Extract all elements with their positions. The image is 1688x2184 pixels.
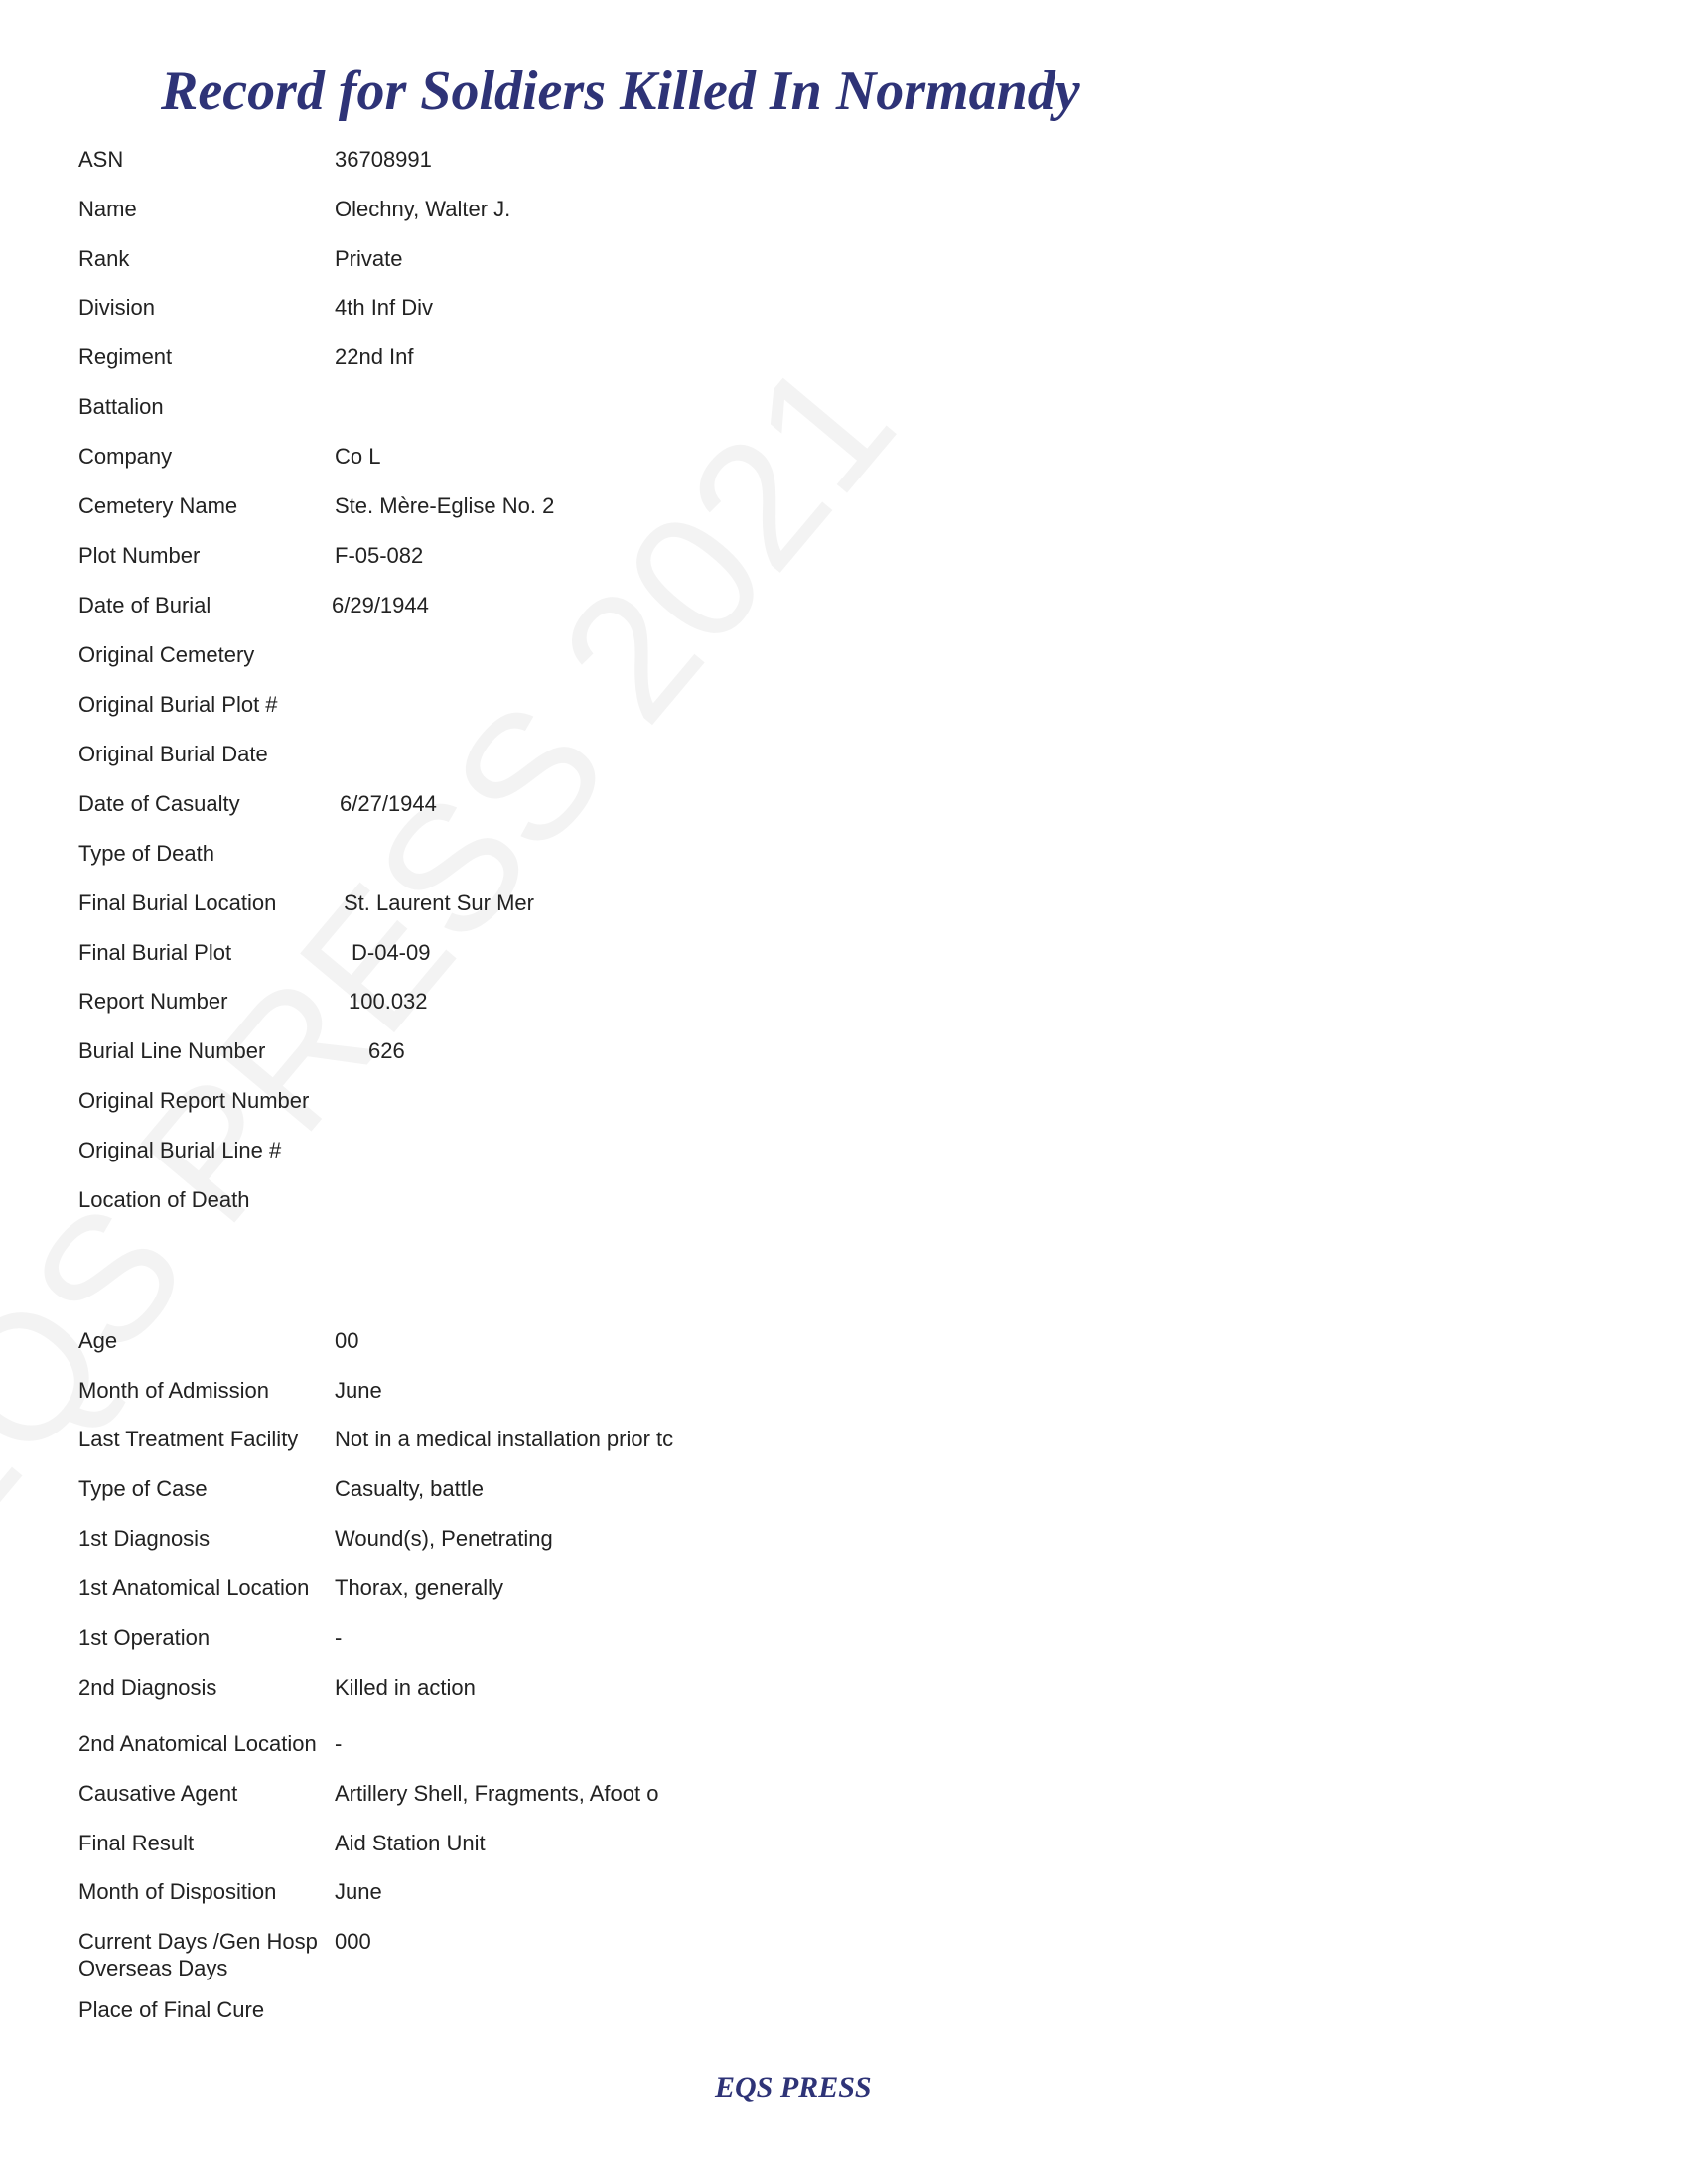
field-label: Rank [78, 246, 130, 271]
field-label: Name [78, 197, 137, 221]
field-value: Casualty, battle [335, 1476, 485, 1501]
field-value: June [335, 1879, 382, 1904]
field-value: 6/29/1944 [332, 593, 429, 617]
field-value: F-05-082 [335, 543, 424, 568]
field-value: June [335, 1378, 382, 1403]
field-label: Company [78, 444, 173, 469]
field-label: Battalion [78, 394, 164, 419]
field-value: Not in a medical installation prior tc [335, 1427, 674, 1451]
field-label: Last Treatment Facility [78, 1427, 299, 1451]
field-value: 100.032 [349, 989, 428, 1014]
field-value: Private [335, 246, 403, 271]
field-label: Month of Disposition [78, 1879, 277, 1904]
field-label: Final Burial Plot [78, 940, 232, 965]
field-label: Burial Line Number [78, 1038, 266, 1063]
field-value: Thorax, generally [335, 1575, 503, 1600]
field-value: Olechny, Walter J. [335, 197, 511, 221]
field-value: 00 [335, 1328, 359, 1353]
field-value: D-04-09 [352, 940, 431, 965]
field-label: Original Burial Date [78, 742, 268, 766]
field-label: Original Burial Plot # [78, 692, 278, 717]
field-label: Date of Casualty [78, 791, 240, 816]
field-label: Report Number [78, 989, 228, 1014]
field-label: Division [78, 295, 156, 320]
field-value: 000 [335, 1929, 371, 1954]
field-label: Current Days /Gen Hosp [78, 1929, 318, 1954]
field-label: Cemetery Name [78, 493, 238, 518]
field-value: Aid Station Unit [335, 1831, 486, 1855]
field-label: Age [78, 1328, 118, 1353]
field-value: 36708991 [335, 147, 432, 172]
field-label: Final Burial Location [78, 890, 277, 915]
field-label: Regiment [78, 344, 173, 369]
field-label: Original Cemetery [78, 642, 255, 667]
field-label: 1st Operation [78, 1625, 211, 1650]
field-label: Causative Agent [78, 1781, 238, 1806]
field-value: Artillery Shell, Fragments, Afoot o [335, 1781, 659, 1806]
page-title: Record for Soldiers Killed In Normandy [161, 61, 1080, 122]
field-label: Original Burial Line # [78, 1138, 282, 1162]
field-value: 22nd Inf [335, 344, 414, 369]
field-label: Date of Burial [78, 593, 211, 617]
field-value: 4th Inf Div [335, 295, 434, 320]
field-value: Wound(s), Penetrating [335, 1526, 553, 1551]
field-value: Co L [335, 444, 381, 469]
field-label: Month of Admission [78, 1378, 269, 1403]
field-value: 626 [368, 1038, 405, 1063]
field-label: 1st Diagnosis [78, 1526, 211, 1551]
field-value: Killed in action [335, 1675, 476, 1700]
field-label: 2nd Diagnosis [78, 1675, 217, 1700]
field-label: 1st Anatomical Location [78, 1575, 310, 1600]
field-label: Type of Case [78, 1476, 208, 1501]
field-label: Overseas Days [78, 1956, 228, 1980]
field-label: ASN [78, 147, 124, 172]
field-value: - [335, 1731, 343, 1756]
field-label: Plot Number [78, 543, 201, 568]
field-label: Final Result [78, 1831, 195, 1855]
field-value: 6/27/1944 [340, 791, 437, 816]
field-label: Place of Final Cure [78, 1997, 265, 2022]
field-label: Original Report Number [78, 1088, 310, 1113]
field-value: - [335, 1625, 343, 1650]
field-label: 2nd Anatomical Location [78, 1731, 317, 1756]
field-label: Type of Death [78, 841, 214, 866]
field-label: Location of Death [78, 1187, 250, 1212]
field-value: Ste. Mère-Eglise No. 2 [335, 493, 555, 518]
footer-publisher: EQS PRESS [715, 2071, 872, 2104]
field-value: St. Laurent Sur Mer [344, 890, 534, 915]
